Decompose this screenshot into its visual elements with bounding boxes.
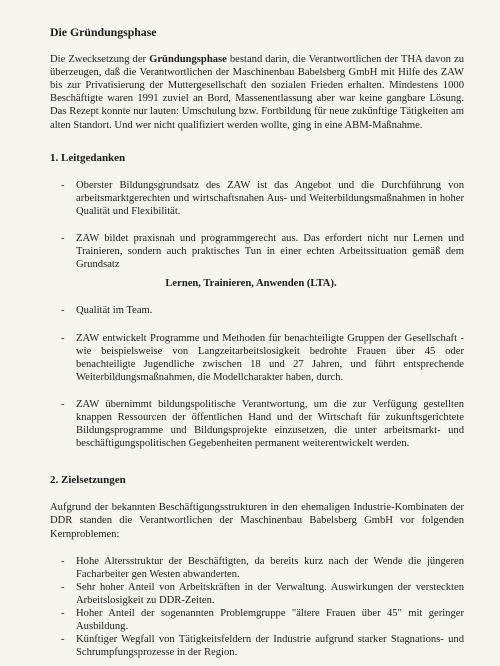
dash-bullet: -: [61, 398, 65, 410]
document-title: Die Gründungsphase: [50, 25, 157, 39]
section-heading-leitgedanken: 1. Leitgedanken: [50, 151, 126, 164]
list-item: [50, 304, 464, 317]
list-item-text: Sehr hoher Anteil von Arbeitskräften in der Verwaltung. Auswirkungen der versteckten Arbeitslosigkeit zu DDR-Zeiten.: [76, 581, 464, 606]
dash-bullet: -: [61, 179, 65, 191]
list-item: [50, 398, 464, 450]
dash-bullet: -: [61, 332, 65, 344]
dash-bullet: -: [61, 555, 65, 567]
list-item-text: Künftiger Wegfall von Tätigkeitsfeldern der Industrie aufgrund starker Stagnations- und Schrumpfungsprozesse in der Region.: [76, 634, 464, 659]
list-item-text: Hohe Altersstruktur der Beschäftigten, da bereits kurz nach der Wende die jüngeren Facharbeiter gen Westen abwanderten.: [76, 555, 464, 580]
motto-lta: Lernen, Trainieren, Anwenden (LTA).: [165, 278, 337, 290]
dash-bullet: -: [61, 305, 65, 317]
intro-text-rest: bestand darin, die Verantwortlichen der THA davon zu überzeugen, daß die Verantwortlichen der Maschinenbau Babelsberg GmbH mit Hilfe des ZAW bis zur Privatisierung der Muttergesellschaft den sozialen Frieden erhalten. Mindestens 1000 Beschäftigte waren 1991 zuviel an Bord, Massenentlassung aber war keine gangbare Lösung. Das Rezept konnte nur lauten: Umschulung bzw. Fortbildung für neue zukünftige Tätigkeiten am alten Standort. Und wer nicht qualifiziert werden wollte, ging in eine ABM-Maßnahme.: [50, 54, 464, 131]
list-item-text: Qualität im Team.: [76, 305, 153, 317]
list-item: [50, 232, 464, 290]
list-item: [50, 332, 464, 384]
list-item-text: ZAW übernimmt bildungspolitische Verantwortung, um die zur Verfügung gestellten knappen Ressourcen der öffentlichen Hand und der Wirtschaft für zukunftsgerichtete Bildungsprogramme und Bildungsprojekte einzusetzen, die unter arbeitsmarkt- und beschäftigungspolitischen Gegebenheiten permanent weiterentwickelt werden.: [76, 398, 464, 450]
zielsetzungen-intro: Aufgrund der bekannten Beschäftigungsstrukturen in den ehemaligen Industrie-Kombinaten der DDR standen die Verantwortlichen der Maschinenbau Babelsberg GmbH vor folgenden Kernproblemen:: [50, 502, 464, 540]
leitgedanken-list: [50, 179, 464, 451]
list-item-text: ZAW bildet praxisnah und programmgerecht aus. Das erfordert nicht nur Lernen und Trainieren, sondern auch praktisches Tun in einer echten Arbeitssituation gemäß dem Grundsatz: [76, 233, 464, 271]
intro-bold-term: Gründungsphase: [149, 54, 227, 66]
list-item: [50, 581, 464, 607]
list-item: [50, 555, 464, 581]
dash-bullet: -: [61, 581, 65, 593]
dash-bullet: -: [61, 634, 65, 646]
dash-bullet: -: [61, 608, 65, 619]
zielsetzungen-list: [50, 555, 464, 660]
list-item-text: Oberster Bildungsgrundsatz des ZAW ist das Angebot und die Durchführung von arbeitsmarktgerechten und wirtschaftsnahen Aus- und Weiterbildungsmaßnahmen in hoher Qualität und Flexibilität.: [76, 179, 464, 217]
intro-paragraph: [50, 53, 464, 132]
list-item: [50, 607, 464, 633]
list-item-text: ZAW entwickelt Programme und Methoden für benachteiligte Gruppen der Gesellschaft - wie beispielsweise von Langzeitarbeitslosigkeit bedrohte Frauen über 45 oder benachteiligte Jugendliche zwischen 18 und 27 Jahren, und führt entsprechende Weiterbildungsmaßnahmen, die Modellcharakter haben, durch.: [76, 332, 464, 383]
dash-bullet: -: [61, 233, 65, 245]
intro-text-start: Die Zwecksetzung der: [50, 54, 150, 66]
list-item-text: Hoher Anteil der sogenannten Problemgruppe "ältere Frauen über 45" mit geringer Ausbildung.: [76, 608, 464, 633]
list-item: [50, 179, 464, 218]
section-heading-zielsetzungen: 2. Zielsetzungen: [50, 474, 126, 487]
list-item: [50, 633, 464, 659]
